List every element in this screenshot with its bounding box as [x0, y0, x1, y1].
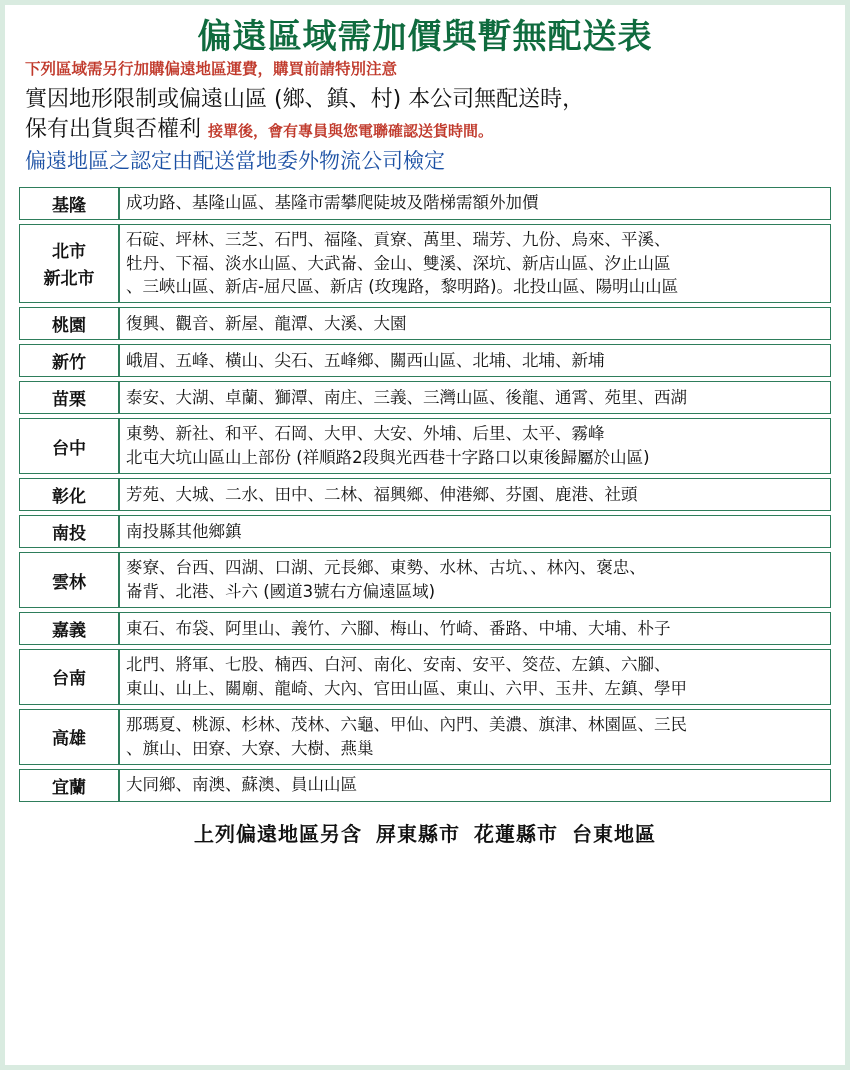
footer-item-3: 台東地區	[572, 821, 656, 846]
region-cell	[19, 224, 119, 304]
areas-line: 北屯大坑山區山上部份 (祥順路2段與光西巷十字路口以東後歸屬於山區)	[126, 448, 650, 468]
areas-line: 峨眉、五峰、橫山、尖石、五峰鄉、關西山區、北埔、北埔、新埔	[126, 350, 605, 370]
areas-line: 南投縣其他鄉鎮	[126, 521, 242, 541]
areas-line: 北門、將軍、七股、楠西、白河、南化、安南、安平、筊莅、左鎮、六腳、	[126, 655, 671, 675]
table-row	[19, 224, 831, 304]
table-row	[19, 649, 831, 705]
page-subtitle: 下列區域需另行加購偏遠地區運費，購買前請特別注意	[25, 60, 398, 79]
areas-cell	[119, 381, 831, 414]
region-cell: 台中	[19, 418, 119, 474]
policy-paragraph-line1: 實因地形限制或偏遠山區 (鄉、鎮、村) 本公司無配送時，	[25, 86, 585, 112]
areas-line: 芳苑、大城、二水、田中、二林、福興鄉、伸港鄉、芬園、鹿港、社頭	[126, 484, 638, 504]
areas-line: 、三峽山區、新店-屈尺區、新店 (玫瑰路，黎明路)。北投山區、陽明山山區	[126, 277, 679, 297]
region-cell: 高雄	[19, 709, 119, 765]
areas-cell	[119, 344, 831, 377]
table-row	[19, 612, 831, 645]
table-row	[19, 552, 831, 608]
areas-cell	[119, 187, 831, 220]
areas-line: 東勢、新社、和平、石岡、大甲、大安、外埔、后里、太平、霧峰	[126, 424, 605, 444]
areas-line: 大同鄉、南澳、蘇澳、員山山區	[126, 775, 357, 795]
region-cell: 桃園	[19, 307, 119, 340]
table-row	[19, 187, 831, 220]
areas-cell	[119, 418, 831, 474]
areas-line: 東山、山上、關廟、龍崎、大內、官田山區、東山、六甲、玉井、左鎮、學甲	[126, 678, 687, 698]
policy-paragraph-note: 接單後，會有專員與您電聯確認送貨時間。	[208, 121, 494, 140]
areas-cell	[119, 515, 831, 548]
region-cell: 雲林	[19, 552, 119, 608]
areas-cell	[119, 612, 831, 645]
policy-paragraph-line2	[25, 115, 831, 145]
areas-cell	[119, 649, 831, 705]
areas-line: 崙背、北港、斗六 (國道3號右方偏遠區域)	[126, 582, 436, 602]
region-cell: 苗栗	[19, 381, 119, 414]
areas-line: 石碇、坪林、三芝、石門、福隆、貢寮、萬里、瑞芳、九份、烏來、平溪、	[126, 229, 671, 249]
table-row	[19, 515, 831, 548]
policy-paragraph-line2-main: 保有出貨與否權利	[25, 116, 202, 142]
areas-line: 牡丹、下福、淡水山區、大武崙、金山、雙溪、深坑、新店山區、汐止山區	[126, 253, 671, 273]
areas-cell	[119, 224, 831, 304]
table-row	[19, 344, 831, 377]
region-cell: 新竹	[19, 344, 119, 377]
areas-cell	[119, 709, 831, 765]
areas-line: 麥寮、台西、四湖、口湖、元長鄉、東勢、水林、古坑、、林內、褒忠、	[126, 558, 646, 578]
table-row	[19, 769, 831, 802]
table-row	[19, 381, 831, 414]
areas-line: 那瑪夏、桃源、杉林、茂林、六龜、甲仙、內門、美濃、旗津、林園區、三民	[126, 714, 687, 734]
areas-line: 東石、布袋、阿里山、義竹、六腳、梅山、竹崎、番路、中埔、大埔、朴子	[126, 618, 671, 638]
remote-area-table	[19, 183, 831, 806]
table-row	[19, 478, 831, 511]
region-cell: 南投	[19, 515, 119, 548]
region-label-secondary: 新北市	[43, 269, 95, 290]
table-row	[19, 418, 831, 474]
areas-cell	[119, 769, 831, 802]
areas-cell	[119, 552, 831, 608]
page-title: 偏遠區域需加價與暫無配送表	[197, 17, 653, 57]
areas-line: 成功路、基隆山區、基隆市需攀爬陡坡及階梯需額外加價	[126, 193, 539, 213]
region-label-primary: 北市	[52, 242, 86, 263]
region-cell: 彰化	[19, 478, 119, 511]
areas-cell	[119, 478, 831, 511]
footer-note	[19, 818, 831, 847]
region-cell: 基隆	[19, 187, 119, 220]
table-row	[19, 709, 831, 765]
areas-line: 泰安、大湖、卓蘭、獅潭、南庄、三義、三灣山區、後龍、通霄、苑里、西湖	[126, 387, 687, 407]
footer-item-2: 花蓮縣市	[474, 821, 558, 846]
areas-line: 復興、觀音、新屋、龍潭、大溪、大園	[126, 313, 407, 333]
areas-cell	[119, 307, 831, 340]
region-cell: 台南	[19, 649, 119, 705]
areas-line: 、旗山、田寮、大寮、大樹、燕巢	[126, 738, 374, 758]
table-row	[19, 307, 831, 340]
region-cell: 宜蘭	[19, 769, 119, 802]
footer-prefix: 上列偏遠地區另含	[194, 821, 362, 846]
footer-item-1: 屏東縣市	[376, 821, 460, 846]
region-cell: 嘉義	[19, 612, 119, 645]
certification-notice: 偏遠地區之認定由配送當地委外物流公司檢定	[25, 149, 445, 174]
